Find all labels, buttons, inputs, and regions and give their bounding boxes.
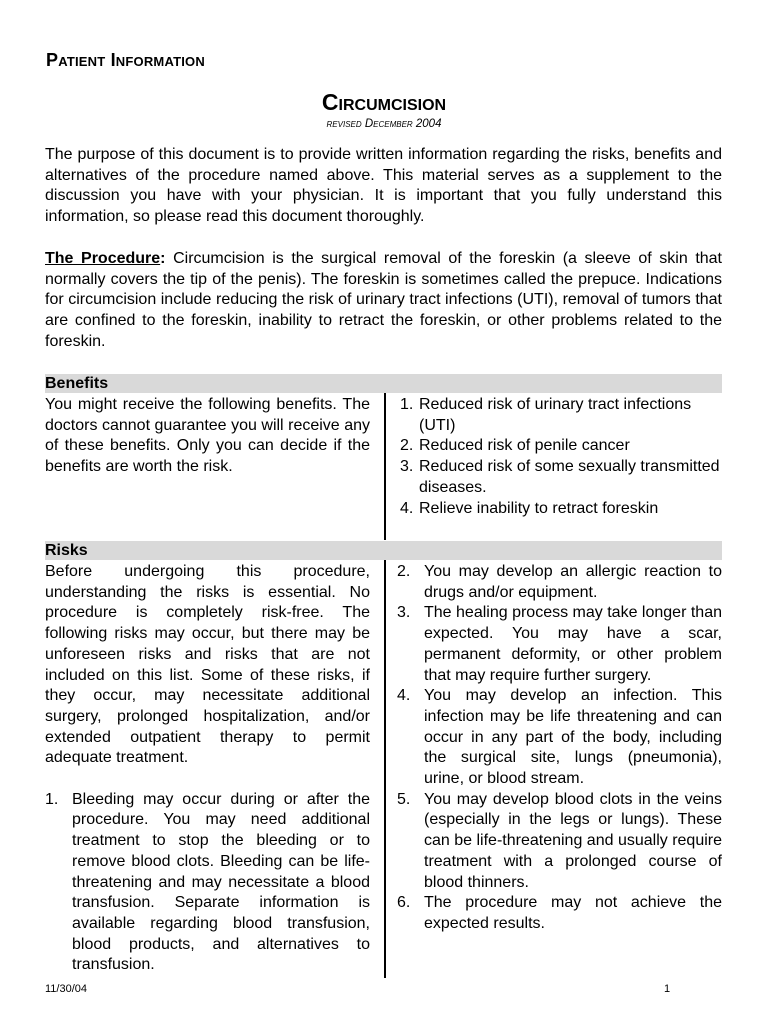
risk-number: 1. bbox=[45, 790, 59, 808]
benefit-item bbox=[397, 395, 722, 436]
benefits-intro: You might receive the following benefits. The doctors cannot guarantee you will receive any of these benefits. Only you can decide if the benefits are worth the risk. bbox=[45, 396, 370, 476]
benefit-text: Reduced risk of some sexually transmitted diseases. bbox=[419, 458, 720, 496]
risk-text: You may develop blood clots in the veins (especially in the legs or lungs). These can be life-threatening and usually require treatment with a prolonged course of blood thinners. bbox=[424, 790, 722, 891]
risk-number: 2. bbox=[397, 563, 411, 580]
intro-paragraph: The purpose of this document is to provide written information regarding the risks, benefits and alternatives of the procedure named above. This material serves as a supplement to the discussion you have with your physician. It is important that you fully understand this information, so please read this document thoroughly. bbox=[45, 146, 722, 226]
risk-item bbox=[397, 562, 722, 603]
risk-item bbox=[397, 790, 722, 894]
procedure-lead: The Procedure bbox=[45, 250, 161, 267]
benefit-number: 3. bbox=[400, 458, 414, 476]
benefit-item bbox=[397, 499, 722, 520]
benefit-item bbox=[397, 436, 722, 457]
benefits-column-divider bbox=[384, 393, 386, 540]
risks-right-column bbox=[397, 562, 722, 935]
document-header-label: Patient Information bbox=[46, 50, 205, 70]
risk-number: 6. bbox=[397, 894, 411, 912]
procedure-paragraph bbox=[45, 249, 722, 353]
benefit-item bbox=[397, 457, 722, 498]
revision-date: revised December 2004 bbox=[326, 118, 442, 130]
risk-text: You may develop an allergic reaction to drugs and/or equipment. bbox=[424, 563, 722, 601]
risks-intro: Before undergoing this procedure, understanding the risks is essential. No procedure is completely risk-free. The following risks may occur, but there may be unforeseen risks and risks that are not included on this list. Some of these risks, if they occur, may necessitate additional surgery, prolonged hospitalization, and/or extended outpatient therapy to permit adequate treatment. bbox=[45, 563, 370, 767]
risk-item bbox=[397, 893, 722, 934]
risk-text: Bleeding may occur during or after the procedure. You may need additional treatment to stop the bleeding or to remove blood clots. Bleeding can be life-threatening and may necessitate a blood transfusion. Separate information is available regarding blood transfusion, blood products, and alternatives to transfusion. bbox=[72, 790, 370, 974]
benefits-heading: Benefits bbox=[45, 374, 722, 393]
risk-item bbox=[397, 686, 722, 790]
benefit-number: 1. bbox=[400, 396, 414, 413]
risk-item bbox=[45, 790, 370, 976]
risk-text: You may develop an infection. This infection may be life threatening and can occur in any part of the body, including the surgical site, lungs (pneumonia), urine, or blood stream. bbox=[424, 687, 722, 788]
risk-text: The procedure may not achieve the expected results. bbox=[424, 894, 722, 932]
risk-number: 4. bbox=[397, 687, 411, 705]
risk-text: The healing process may take longer than expected. You may have a scar, permanent deformity, or other problem that may require further surgery. bbox=[424, 604, 722, 684]
footer-date: 11/30/04 bbox=[45, 983, 88, 995]
procedure-text: Circumcision is the surgical removal of the foreskin (a sleeve of skin that normally covers the tip of the penis). The foreskin is sometimes called the prepuce. Indications for circumcision include reducing the risk of urinary tract infections (UTI), removal of tumors that are confined to the foreskin, inability to retract the foreskin, or other problems related to the foreskin. bbox=[45, 250, 723, 350]
risks-left-column bbox=[45, 562, 370, 976]
procedure-colon: : bbox=[160, 250, 166, 267]
paragraph-spacer bbox=[45, 769, 370, 790]
risk-item bbox=[397, 603, 722, 686]
risks-column-divider bbox=[384, 560, 386, 978]
risks-heading: Risks bbox=[45, 541, 722, 560]
benefit-text: Relieve inability to retract foreskin bbox=[419, 499, 659, 517]
benefits-list bbox=[397, 395, 722, 519]
document-title: Circumcision bbox=[321, 89, 447, 115]
page-number: 1 bbox=[664, 983, 671, 995]
benefit-number: 2. bbox=[400, 437, 414, 455]
risk-number: 3. bbox=[397, 604, 411, 622]
benefit-number: 4. bbox=[400, 499, 414, 517]
benefit-text: Reduced risk of urinary tract infections (UTI) bbox=[419, 396, 692, 434]
risk-number: 5. bbox=[397, 790, 411, 808]
benefit-text: Reduced risk of penile cancer bbox=[419, 437, 630, 455]
